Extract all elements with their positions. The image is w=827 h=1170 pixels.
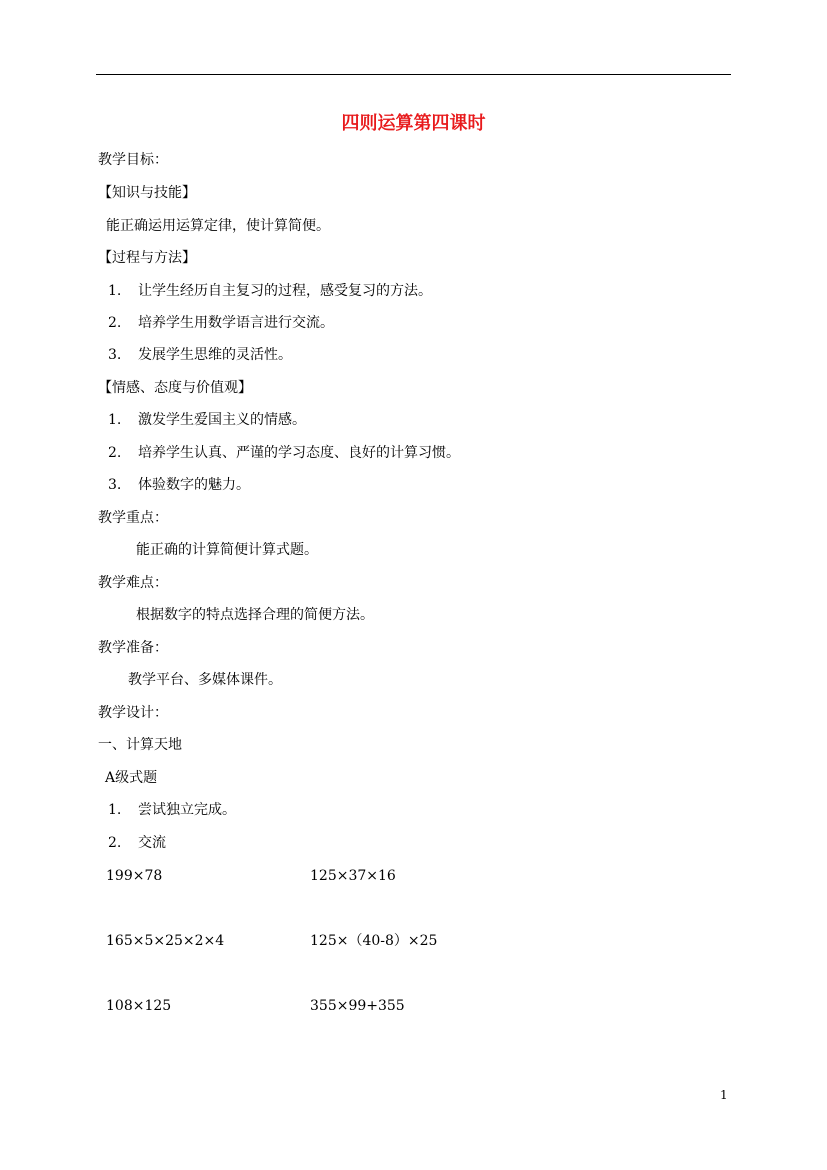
list-text: 让学生经历自主复习的过程，感受复习的方法。 — [138, 283, 432, 299]
list-item — [108, 443, 460, 463]
list-item — [108, 800, 236, 820]
key-heading: 教学重点： — [98, 510, 168, 526]
exercise-left: 108×125 — [106, 998, 172, 1014]
knowledge-text: 能正确运用运算定律，使计算简便。 — [106, 218, 330, 234]
level-a-heading: A级式题 — [105, 770, 158, 786]
exercise-right: 355×99+355 — [310, 998, 405, 1014]
list-number: 3. — [108, 347, 122, 363]
exercise-left: 165×5×25×2×4 — [106, 933, 225, 949]
list-text: 激发学生爱国主义的情感。 — [138, 412, 306, 428]
list-number: 1. — [108, 412, 122, 428]
key-text: 能正确的计算简便计算式题。 — [136, 542, 318, 558]
list-text: 培养学生认真、严谨的学习态度、良好的计算习惯。 — [138, 445, 460, 461]
list-number: 3. — [108, 477, 122, 493]
objectives-heading: 教学目标： — [98, 152, 168, 168]
list-item — [108, 345, 292, 365]
list-text: 尝试独立完成。 — [138, 802, 236, 818]
list-text: 培养学生用数学语言进行交流。 — [138, 315, 334, 331]
process-heading: 【过程与方法】 — [98, 250, 196, 266]
list-item — [108, 410, 306, 430]
design-heading: 教学设计： — [98, 705, 168, 721]
list-item — [108, 475, 250, 495]
exercise-right: 125×37×16 — [310, 868, 396, 884]
list-text: 体验数字的魅力。 — [138, 477, 250, 493]
list-number: 2. — [108, 445, 122, 461]
page-title: 四则运算第四课时 — [341, 113, 486, 134]
list-number: 2. — [108, 315, 122, 331]
part1-heading: 一、计算天地 — [98, 737, 182, 753]
list-number: 1. — [108, 802, 122, 818]
exercise-right: 125×（40-8）×25 — [310, 933, 438, 949]
prep-heading: 教学准备： — [98, 640, 168, 656]
list-text: 发展学生思维的灵活性。 — [138, 347, 292, 363]
list-number: 2. — [108, 835, 122, 851]
knowledge-heading: 【知识与技能】 — [98, 185, 196, 201]
emotion-heading: 【情感、态度与价值观】 — [98, 380, 252, 396]
exercise-left: 199×78 — [106, 868, 163, 884]
difficulty-heading: 教学难点： — [98, 575, 168, 591]
difficulty-text: 根据数字的特点选择合理的简便方法。 — [136, 607, 374, 623]
page-number: 1 — [720, 1088, 728, 1102]
list-text: 交流 — [138, 835, 166, 851]
list-number: 1. — [108, 283, 122, 299]
list-item — [108, 313, 334, 333]
prep-text: 教学平台、多媒体课件。 — [128, 672, 282, 688]
list-item — [108, 833, 166, 853]
header-rule — [96, 74, 731, 75]
list-item — [108, 281, 432, 301]
